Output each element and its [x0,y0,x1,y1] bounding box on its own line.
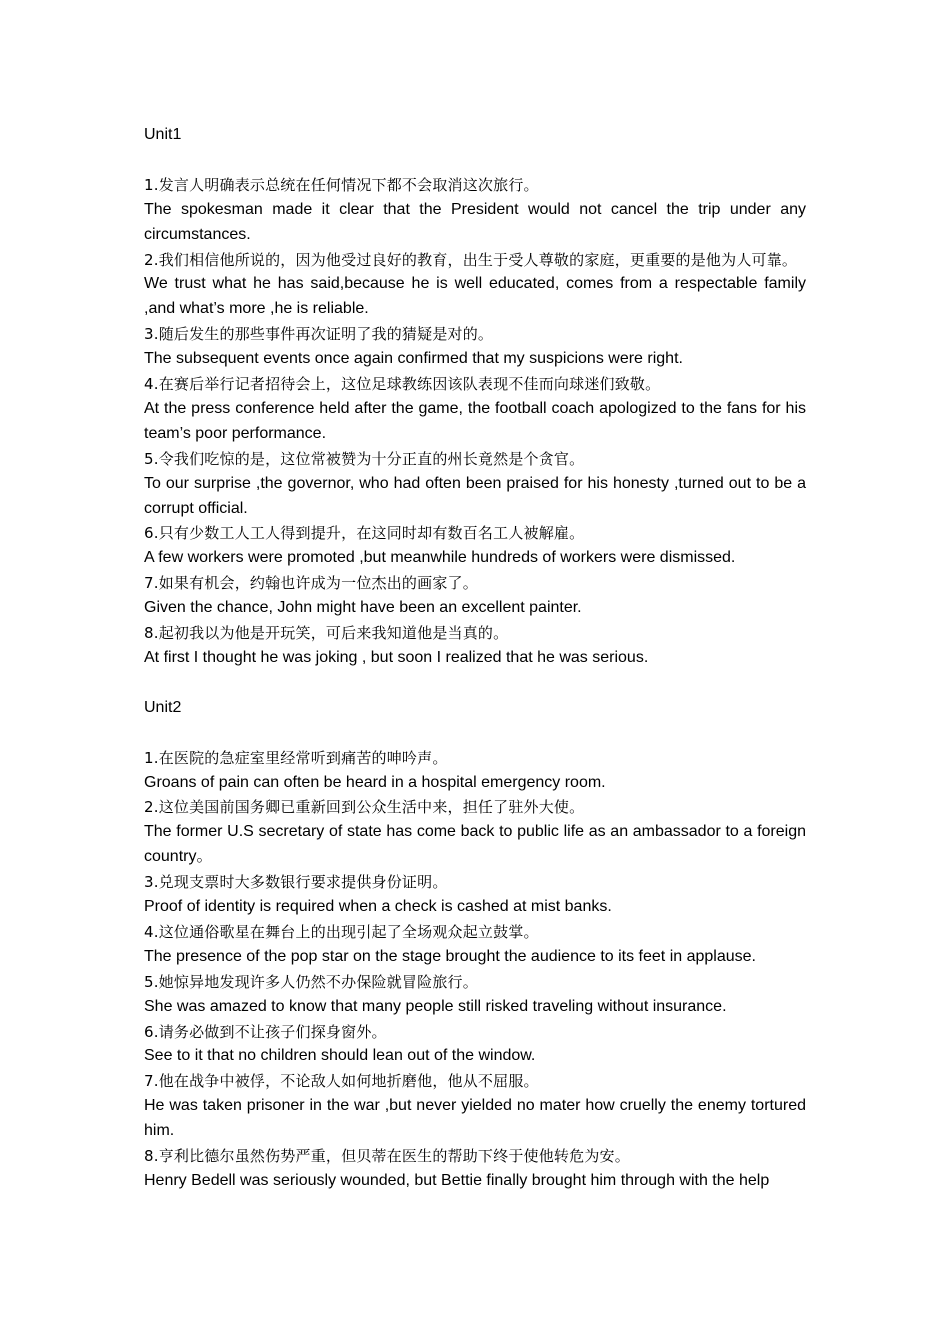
unit-1-section [144,123,806,671]
chinese-sentence: 4.在赛后举行记者招待会上，这位足球教练因该队表现不佳而向球迷们致敬。 [144,375,661,394]
english-translation: Proof of identity is required when a check is cashed at mist banks. [144,898,612,916]
chinese-sentence: 5.她惊异地发现许多人仍然不办保险就冒险旅行。 [144,972,478,991]
unit-heading: Unit2 [144,698,182,716]
english-translation: See to it that no children should lean out of the window. [144,1047,536,1065]
unit-2-entries [144,746,806,1194]
chinese-sentence: 8.亨利比德尔虽然伤势严重，但贝蒂在医生的帮助下终于使他转危为安。 [144,1147,630,1166]
chinese-sentence: 3.兑现支票时大多数银行要求提供身份证明。 [144,873,448,892]
chinese-sentence: 7.如果有机会，约翰也许成为一位杰出的画家了。 [144,574,478,593]
english-translation: At first I thought he was joking , but soon I realized that he was serious. [144,649,649,667]
chinese-sentence: 2.我们相信他所说的，因为他受过良好的教育，出生于受人尊敬的家庭，更重要的是他为人可靠。 [144,250,798,269]
english-translation: The spokesman made it clear that the President would not cancel the trip under any circumstances. [144,200,806,243]
english-translation: A few workers were promoted ,but meanwhile hundreds of workers were dismissed. [144,549,736,567]
english-translation: She was amazed to know that many people still risked traveling without insurance. [144,997,727,1015]
chinese-sentence: 7.他在战争中被俘，不论敌人如何地折磨他，他从不屈服。 [144,1072,539,1091]
english-translation: Given the chance, John might have been an excellent painter. [144,599,582,617]
document-page [144,123,806,1194]
chinese-sentence: 8.起初我以为他是开玩笑，可后来我知道他是当真的。 [144,624,509,643]
chinese-sentence: 1.在医院的急症室里经常听到痛苦的呻吟声。 [144,748,448,767]
chinese-sentence: 6.请务必做到不让孩子们探身窗外。 [144,1022,387,1041]
english-translation: We trust what he has said,because he is well educated, comes from a respectable family ,and what’s more ,he is reliable. [144,275,806,318]
english-translation: To our surprise ,the governor, who had often been praised for his honesty ,turned out to be a corrupt official. [144,474,806,517]
english-translation: The presence of the pop star on the stage brought the audience to its feet in applause. [144,947,756,965]
chinese-sentence: 6.只有少数工人工人得到提升，在这同时却有数百名工人被解雇。 [144,524,585,543]
unit-heading: Unit1 [144,126,182,143]
english-translation: The subsequent events once again confirmed that my suspicions were right. [144,350,683,368]
chinese-sentence: 3.随后发生的那些事件再次证明了我的猜疑是对的。 [144,325,494,344]
english-translation: The former U.S secretary of state has come back to public life as an ambassador to a foreign country。 [144,823,806,866]
english-translation: He was taken prisoner in the war ,but never yielded no mater how cruelly the enemy tortured him. [144,1097,806,1140]
english-translation: Henry Bedell was seriously wounded, but Bettie finally brought him through with the help [144,1172,770,1190]
unit-1-entries [144,173,806,671]
english-translation: Groans of pain can often be heard in a hospital emergency room. [144,773,606,791]
chinese-sentence: 2.这位美国前国务卿已重新回到公众生活中来，担任了驻外大使。 [144,798,585,817]
english-translation: At the press conference held after the game, the football coach apologized to the fans for his team’s poor performance. [144,399,806,442]
chinese-sentence: 4.这位通俗歌星在舞台上的出现引起了全场观众起立鼓掌。 [144,922,539,941]
chinese-sentence: 5.令我们吃惊的是，这位常被赞为十分正直的州长竟然是个贪官。 [144,449,585,468]
chinese-sentence: 1.发言人明确表示总统在任何情况下都不会取消这次旅行。 [144,175,539,194]
unit-2-section [144,696,806,1194]
